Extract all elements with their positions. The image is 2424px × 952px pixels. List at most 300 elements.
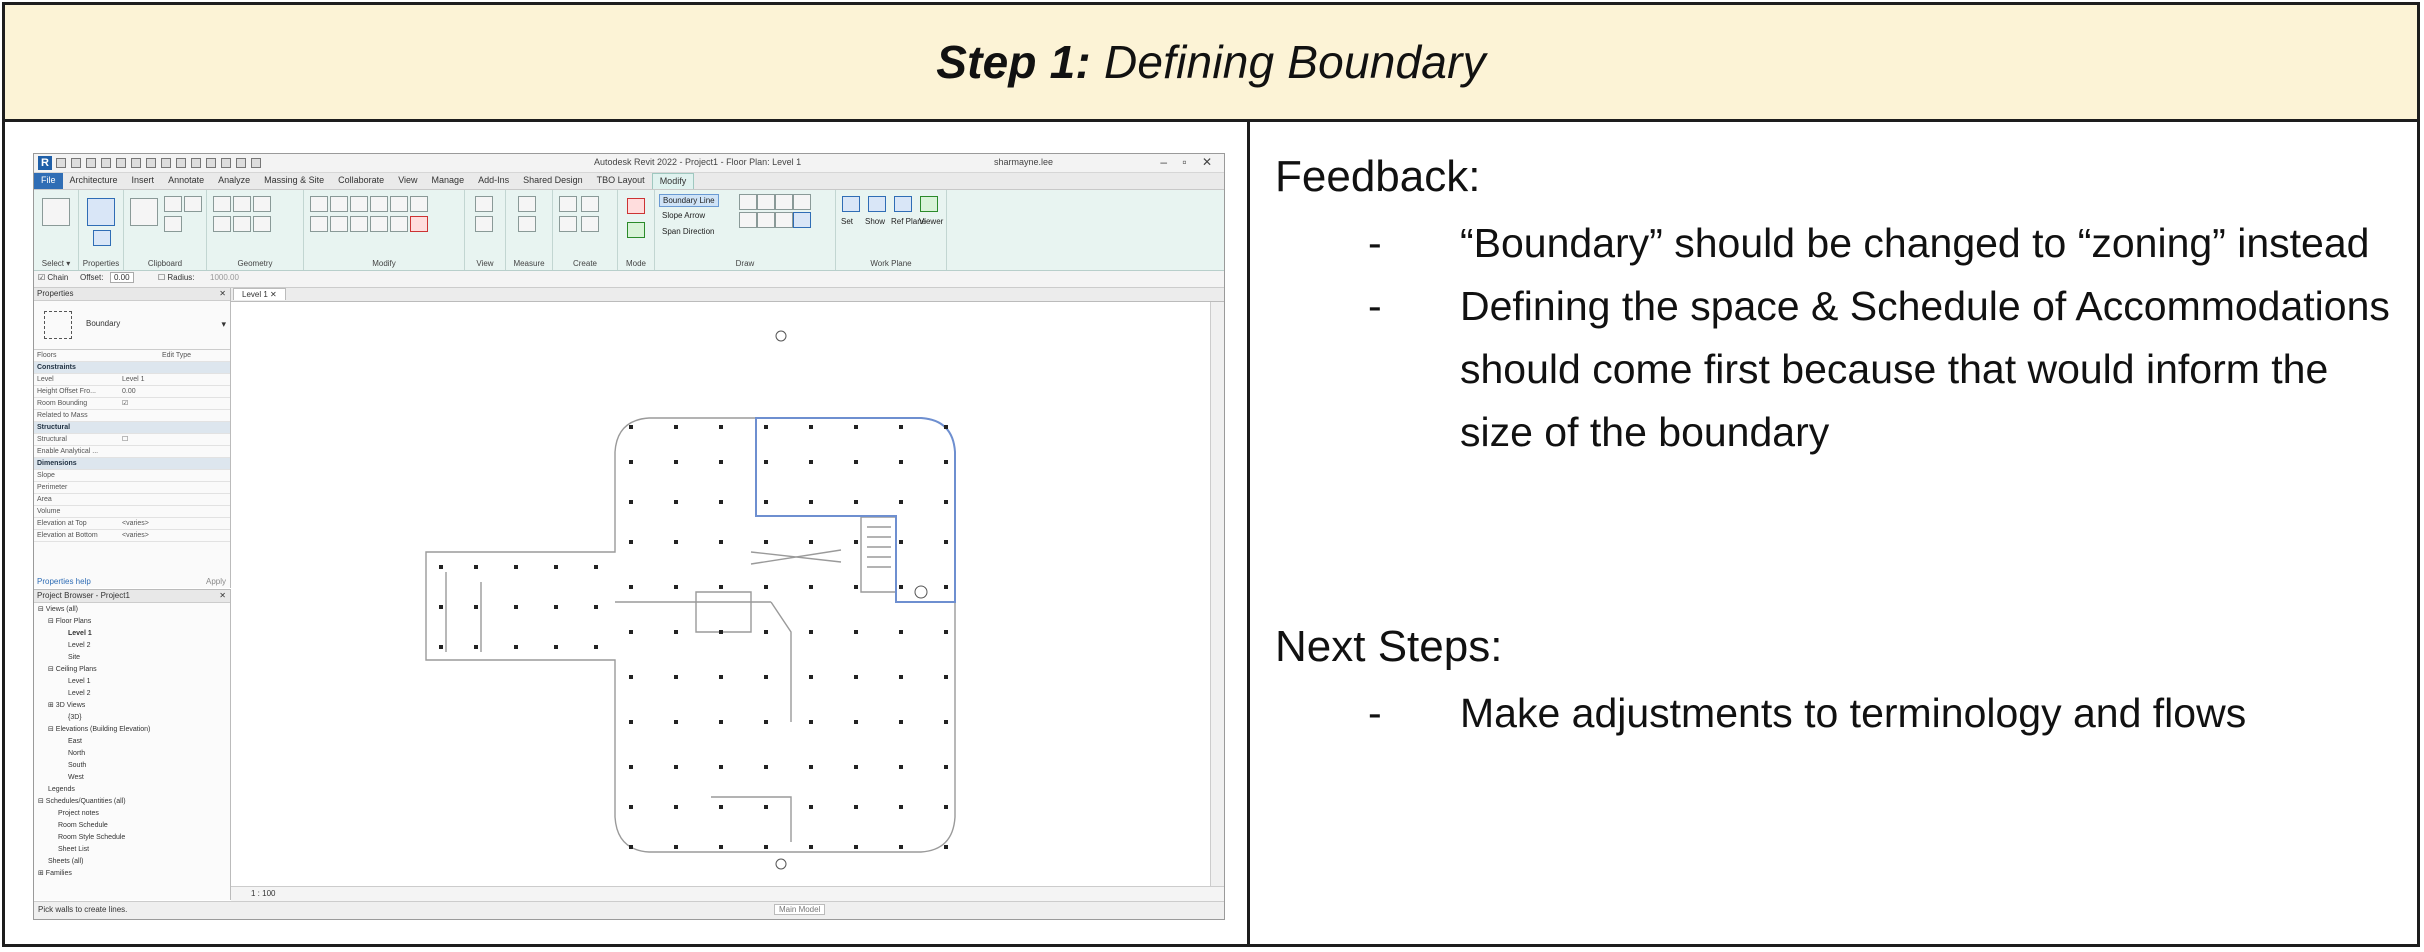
paste-icon[interactable] — [130, 198, 158, 226]
create-parts-icon[interactable] — [581, 196, 599, 212]
title-rest: Defining Boundary — [1103, 36, 1486, 88]
print-icon[interactable] — [131, 158, 141, 168]
property-row[interactable] — [34, 470, 230, 482]
column-dot — [764, 500, 768, 504]
column-dot — [674, 540, 678, 544]
group-label-create: Create — [572, 259, 597, 268]
sloped-line — [751, 550, 841, 564]
column-dot — [674, 460, 678, 464]
pick-walls-icon[interactable] — [793, 212, 811, 228]
close-icon[interactable]: ✕ — [219, 289, 226, 298]
ribbon-tab[interactable]: Analyze — [218, 175, 251, 185]
align-icon[interactable] — [310, 196, 328, 212]
ribbon-tab[interactable]: Architecture — [69, 175, 118, 185]
column-dot — [809, 540, 813, 544]
column-dot — [629, 630, 633, 634]
property-label: Slope — [37, 472, 55, 479]
close-hidden-icon[interactable] — [236, 158, 246, 168]
browser-node[interactable]: ⊞ Families — [38, 870, 72, 877]
revit-titlebar — [34, 154, 1224, 173]
split-face-icon[interactable] — [213, 216, 231, 232]
ribbon-group-modify — [304, 190, 465, 270]
create-group-icon[interactable] — [559, 216, 577, 232]
property-value[interactable]: ☑ — [122, 400, 129, 407]
column-dot — [854, 765, 858, 769]
column-dot — [899, 460, 903, 464]
property-row[interactable] — [34, 374, 230, 386]
column-dot — [439, 565, 443, 569]
property-value[interactable]: 0.00 — [122, 388, 136, 395]
column-dot — [899, 425, 903, 429]
column-dot — [719, 460, 723, 464]
dimension-icon[interactable] — [518, 216, 536, 232]
ribbon — [34, 190, 1224, 271]
view-tabs — [231, 288, 1224, 302]
browser-node[interactable]: Legends — [48, 786, 75, 793]
vertical-scrollbar[interactable] — [1210, 302, 1224, 886]
column-dot — [719, 540, 723, 544]
status-bar — [34, 901, 1224, 919]
slide-title — [936, 35, 1486, 89]
browser-node[interactable]: ⊟ Ceiling Plans — [48, 666, 97, 673]
column-dot — [719, 675, 723, 679]
cut-icon[interactable] — [164, 196, 182, 212]
feedback-item: - “Boundary” should be changed to “zoning” instead — [1368, 220, 2370, 266]
section-icon[interactable] — [206, 158, 216, 168]
circle-icon[interactable] — [793, 194, 811, 210]
quick-access-toolbar — [56, 158, 261, 168]
ribbon-group-draw — [655, 190, 836, 270]
finish-edit-icon[interactable] — [627, 222, 645, 238]
offset-input[interactable]: 0.00 — [110, 272, 134, 283]
join-icon[interactable] — [253, 196, 271, 212]
property-label: Structural — [37, 436, 67, 443]
column-dot — [764, 675, 768, 679]
property-row[interactable] — [34, 530, 230, 542]
browser-node[interactable]: ⊟ Floor Plans — [48, 618, 92, 625]
override-icon[interactable] — [475, 216, 493, 232]
measure-distance-icon[interactable] — [518, 196, 536, 212]
column-dot — [514, 605, 518, 609]
column-dot — [629, 805, 633, 809]
browser-node[interactable]: South — [68, 762, 87, 769]
column-dot — [674, 805, 678, 809]
column-dot — [674, 720, 678, 724]
ribbon-tabs — [34, 173, 1224, 190]
property-row[interactable] — [34, 482, 230, 494]
column-dot — [439, 645, 443, 649]
column-dot — [514, 565, 518, 569]
column-dot — [854, 540, 858, 544]
move-icon[interactable] — [370, 196, 388, 212]
polygon-icon[interactable] — [775, 194, 793, 210]
ribbon-tab[interactable]: Insert — [131, 175, 155, 185]
column-dot — [899, 845, 903, 849]
view-scale[interactable]: 1 : 100 — [251, 889, 276, 898]
measure-icon[interactable] — [146, 158, 156, 168]
edit-type-button[interactable]: Edit Type — [162, 352, 192, 359]
column-dot — [629, 585, 633, 589]
type-name: Boundary — [86, 319, 121, 328]
type-selector[interactable] — [34, 301, 230, 350]
column-dot — [899, 765, 903, 769]
property-label: Perimeter — [37, 484, 68, 491]
column-dot — [854, 675, 858, 679]
boundary-sketch — [756, 418, 955, 602]
property-row[interactable] — [34, 506, 230, 518]
viewer-label: Viewer — [919, 217, 944, 226]
trim-icon[interactable] — [310, 216, 328, 232]
undo-icon[interactable] — [101, 158, 111, 168]
sync-icon[interactable] — [86, 158, 96, 168]
property-row[interactable] — [34, 434, 230, 446]
browser-node[interactable]: Level 2 — [68, 690, 91, 697]
properties-palette — [34, 288, 231, 588]
property-rows — [34, 362, 230, 542]
property-label: Room Bounding — [37, 400, 88, 407]
span-direction-button[interactable]: Span Direction — [662, 227, 715, 236]
group-label-properties: Properties — [82, 259, 120, 268]
group-label-workplane: Work Plane — [870, 259, 912, 268]
column-dot — [674, 500, 678, 504]
column-dot — [594, 565, 598, 569]
column-dot — [674, 585, 678, 589]
column-dot — [719, 765, 723, 769]
arc-icon[interactable] — [739, 212, 757, 228]
group-label-select: Select ▾ — [41, 259, 71, 268]
ribbon-group-properties — [79, 190, 124, 270]
browser-node[interactable]: {3D} — [68, 714, 82, 721]
next-steps-list — [1275, 682, 2395, 745]
column-dot — [854, 460, 858, 464]
property-row[interactable] — [34, 410, 230, 422]
window-controls[interactable]: – ▫ ✕ — [1160, 155, 1218, 169]
column-dot — [629, 765, 633, 769]
column-dot — [854, 630, 858, 634]
column-dot — [764, 805, 768, 809]
column-dot — [809, 805, 813, 809]
column-dot — [944, 540, 948, 544]
show-label: Show — [865, 217, 886, 226]
property-value[interactable]: <varies> — [122, 532, 149, 539]
rectangle-icon[interactable] — [757, 194, 775, 210]
mirror-icon[interactable] — [350, 196, 368, 212]
column-dot — [719, 845, 723, 849]
column-dot — [944, 720, 948, 724]
column-dot — [899, 630, 903, 634]
next-step-item: - Make adjustments to terminology and flows — [1368, 690, 2247, 736]
column-dot — [899, 805, 903, 809]
modify-arrow-icon[interactable] — [42, 198, 70, 226]
property-category[interactable] — [34, 362, 230, 374]
screenshot-cell — [2, 119, 1250, 947]
ribbon-tab[interactable]: Add-Ins — [478, 175, 510, 185]
array-icon[interactable] — [350, 216, 368, 232]
property-row[interactable] — [34, 398, 230, 410]
properties-help-link[interactable]: Properties help — [37, 577, 91, 586]
column-dot — [809, 720, 813, 724]
column-dot — [854, 585, 858, 589]
ribbon-group-create — [553, 190, 618, 270]
column-dot — [719, 585, 723, 589]
tag-icon[interactable] — [161, 158, 171, 168]
property-value[interactable]: ☐ — [122, 436, 129, 443]
lift-core — [696, 592, 751, 632]
chevron-down-icon[interactable]: ▾ — [221, 319, 226, 329]
column-dot — [809, 845, 813, 849]
paint-icon[interactable] — [233, 216, 251, 232]
column-dot — [899, 675, 903, 679]
column-dot — [554, 645, 558, 649]
redo-icon[interactable] — [116, 158, 126, 168]
browser-node[interactable]: Room Schedule — [58, 822, 108, 829]
ref-plane-label: Ref Plane — [891, 217, 927, 226]
revit-logo-icon[interactable]: R — [38, 156, 52, 170]
property-row[interactable] — [34, 446, 230, 458]
model-selector[interactable]: Main Model — [774, 904, 825, 915]
3d-view-icon[interactable] — [191, 158, 201, 168]
column-dot — [439, 605, 443, 609]
ref-plane-icon[interactable] — [894, 196, 912, 212]
column-grid — [439, 425, 948, 849]
column-dot — [514, 645, 518, 649]
type-properties-icon[interactable] — [93, 230, 111, 246]
column-dot — [899, 500, 903, 504]
open-icon[interactable] — [56, 158, 66, 168]
save-icon[interactable] — [71, 158, 81, 168]
slide-header — [2, 2, 2420, 122]
column-dot — [764, 460, 768, 464]
instance-selector[interactable]: Floors Edit Type — [34, 350, 230, 362]
property-label: Elevation at Top — [37, 520, 87, 527]
column-dot — [809, 460, 813, 464]
properties-icon[interactable] — [87, 198, 115, 226]
browser-node[interactable]: ⊟ Schedules/Quantities (all) — [38, 798, 126, 805]
delete-icon[interactable] — [410, 216, 428, 232]
line-icon[interactable] — [739, 194, 757, 210]
column-dot — [944, 425, 948, 429]
column-dot — [674, 845, 678, 849]
ribbon-group-select — [34, 190, 79, 270]
group-label-geometry: Geometry — [237, 259, 273, 268]
close-icon[interactable]: ✕ — [219, 591, 226, 600]
switch-windows-icon[interactable] — [251, 158, 261, 168]
group-label-clipboard: Clipboard — [147, 259, 183, 268]
ribbon-tab[interactable]: TBO Layout — [596, 175, 645, 185]
project-browser-header: Project Browser - Project1 ✕ — [34, 590, 230, 603]
cancel-edit-icon[interactable] — [627, 198, 645, 214]
browser-node[interactable]: Room Style Schedule — [58, 834, 126, 841]
drawing-canvas[interactable] — [231, 302, 1210, 886]
cut-geometry-icon[interactable] — [233, 196, 251, 212]
column-dot — [629, 540, 633, 544]
property-row[interactable] — [34, 386, 230, 398]
browser-node[interactable]: North — [68, 750, 86, 757]
ribbon-group-measure — [506, 190, 553, 270]
property-value[interactable]: <varies> — [122, 520, 149, 527]
stair — [867, 527, 891, 567]
column-dot — [854, 845, 858, 849]
show-workplane-icon[interactable] — [868, 196, 886, 212]
level-marker-bottom — [776, 859, 786, 869]
split-icon[interactable] — [330, 216, 348, 232]
browser-node[interactable]: Site — [68, 654, 81, 661]
property-label: Enable Analytical ... — [37, 448, 99, 455]
core-wall — [861, 517, 896, 592]
options-bar — [34, 271, 1224, 288]
ribbon-tab[interactable]: Shared Design — [523, 175, 583, 185]
browser-node[interactable]: ⊟ Elevations (Building Elevation) — [48, 726, 151, 733]
browser-node[interactable]: Project notes — [58, 810, 99, 817]
browser-node[interactable]: Level 1 — [68, 678, 91, 685]
ribbon-group-geometry — [207, 190, 304, 270]
level-marker-top — [776, 331, 786, 341]
properties-footer — [34, 576, 230, 588]
match-type-icon[interactable] — [164, 216, 182, 232]
column-dot — [809, 765, 813, 769]
column-dot — [629, 675, 633, 679]
column-dot — [719, 500, 723, 504]
set-workplane-icon[interactable] — [842, 196, 860, 212]
column-dot — [764, 720, 768, 724]
copy-element-icon[interactable] — [390, 196, 408, 212]
property-label: Elevation at Bottom — [37, 532, 98, 539]
bottom-wall — [711, 797, 791, 842]
cope-icon[interactable] — [213, 196, 231, 212]
browser-node[interactable]: ⊞ 3D Views — [48, 702, 86, 709]
browser-node[interactable]: Level 2 — [68, 642, 91, 649]
view-tab-level-1[interactable]: Level 1 ✕ — [233, 288, 286, 300]
column-dot — [629, 460, 633, 464]
browser-node[interactable]: ⊟ Views (all) — [38, 606, 78, 613]
property-value[interactable]: Level 1 — [122, 376, 145, 383]
status-text: Pick walls to create lines. — [38, 905, 128, 914]
column-dot — [854, 805, 858, 809]
column-dot — [899, 585, 903, 589]
create-similar-icon[interactable] — [581, 216, 599, 232]
radius-checkbox[interactable]: ☐ Radius: — [158, 273, 195, 282]
column-dot — [944, 460, 948, 464]
column-dot — [554, 565, 558, 569]
property-label: Related to Mass — [37, 412, 88, 419]
floor-type-icon — [44, 311, 72, 339]
viewer-icon[interactable] — [920, 196, 938, 212]
window-title: Autodesk Revit 2022 - Project1 - Floor Plan: Level 1 — [594, 157, 802, 167]
ribbon-tab[interactable]: File — [34, 173, 63, 189]
ribbon-tab[interactable]: Collaborate — [338, 175, 385, 185]
property-category[interactable] — [34, 422, 230, 434]
column-dot — [764, 630, 768, 634]
column-dot — [629, 500, 633, 504]
property-label: Volume — [37, 508, 61, 515]
group-label-mode: Mode — [625, 259, 646, 268]
column-dot — [764, 845, 768, 849]
inner-wall — [615, 602, 791, 722]
copy-icon[interactable] — [184, 196, 202, 212]
feedback-item: - Defining the space & Schedule of Accommodations should come first because that would inform the size of the boundary — [1368, 283, 2390, 455]
ribbon-tab[interactable]: Modify — [652, 173, 695, 189]
group-label-view: View — [476, 259, 494, 268]
column-dot — [944, 805, 948, 809]
column-dot — [674, 630, 678, 634]
column-dot — [809, 500, 813, 504]
ribbon-tab[interactable]: Manage — [431, 175, 465, 185]
column-dot — [629, 425, 633, 429]
spline-icon[interactable] — [775, 212, 793, 228]
column-dot — [809, 675, 813, 679]
slope-arrow-button[interactable]: Slope Arrow — [662, 211, 706, 220]
browser-node[interactable]: Level 1 — [68, 630, 92, 637]
column-dot — [944, 500, 948, 504]
browser-node[interactable]: East — [68, 738, 83, 745]
scale-icon[interactable] — [370, 216, 388, 232]
ribbon-tab[interactable]: View — [398, 175, 418, 185]
title-prefix: Step 1: — [936, 36, 1091, 88]
fillet-arc-icon[interactable] — [757, 212, 775, 228]
property-row[interactable] — [34, 518, 230, 530]
building-outline — [426, 418, 955, 852]
column-marker — [915, 586, 927, 598]
ribbon-tab[interactable]: Massing & Site — [264, 175, 325, 185]
column-dot — [809, 585, 813, 589]
group-label-modify: Modify — [372, 259, 396, 268]
floor-plan-drawing — [231, 302, 1206, 885]
browser-node[interactable]: Sheet List — [58, 846, 90, 853]
column-dot — [629, 720, 633, 724]
create-assembly-icon[interactable] — [559, 196, 577, 212]
column-dot — [719, 630, 723, 634]
column-dot — [674, 425, 678, 429]
property-label: Constraints — [37, 364, 76, 371]
west-wing-wall — [446, 572, 481, 652]
property-category[interactable] — [34, 458, 230, 470]
user-account[interactable]: sharmayne.lee — [994, 157, 1054, 167]
project-browser — [34, 589, 231, 900]
boundary-line-button[interactable]: Boundary Line — [659, 194, 719, 207]
apply-button[interactable]: Apply — [205, 577, 226, 586]
revit-window — [33, 153, 1225, 920]
property-label: Height Offset Fro... — [37, 388, 97, 395]
offset-icon[interactable] — [330, 196, 348, 212]
column-dot — [594, 605, 598, 609]
property-label: Structural — [37, 424, 71, 431]
view-control-bar — [231, 886, 1224, 901]
ribbon-group-clipboard — [124, 190, 207, 270]
set-label: Set — [841, 217, 854, 226]
thin-lines-icon[interactable] — [221, 158, 231, 168]
text-icon[interactable] — [176, 158, 186, 168]
property-label: Level — [37, 376, 54, 383]
browser-node[interactable]: Sheets (all) — [48, 858, 84, 865]
ribbon-group-mode — [618, 190, 655, 270]
rotate-icon[interactable] — [410, 196, 428, 212]
ribbon-tab[interactable]: Annotate — [168, 175, 205, 185]
column-dot — [474, 565, 478, 569]
column-dot — [719, 805, 723, 809]
demolish-icon[interactable] — [253, 216, 271, 232]
pin-icon[interactable] — [390, 216, 408, 232]
column-dot — [554, 605, 558, 609]
browser-node[interactable]: West — [68, 774, 84, 781]
hide-icon[interactable] — [475, 196, 493, 212]
property-row[interactable] — [34, 494, 230, 506]
column-dot — [899, 540, 903, 544]
bottom-border — [2, 944, 2420, 947]
group-label-draw: Draw — [735, 259, 755, 268]
chain-checkbox[interactable]: ☑ Chain — [38, 273, 69, 282]
column-dot — [674, 675, 678, 679]
radius-input[interactable]: 1000.00 — [210, 273, 239, 282]
